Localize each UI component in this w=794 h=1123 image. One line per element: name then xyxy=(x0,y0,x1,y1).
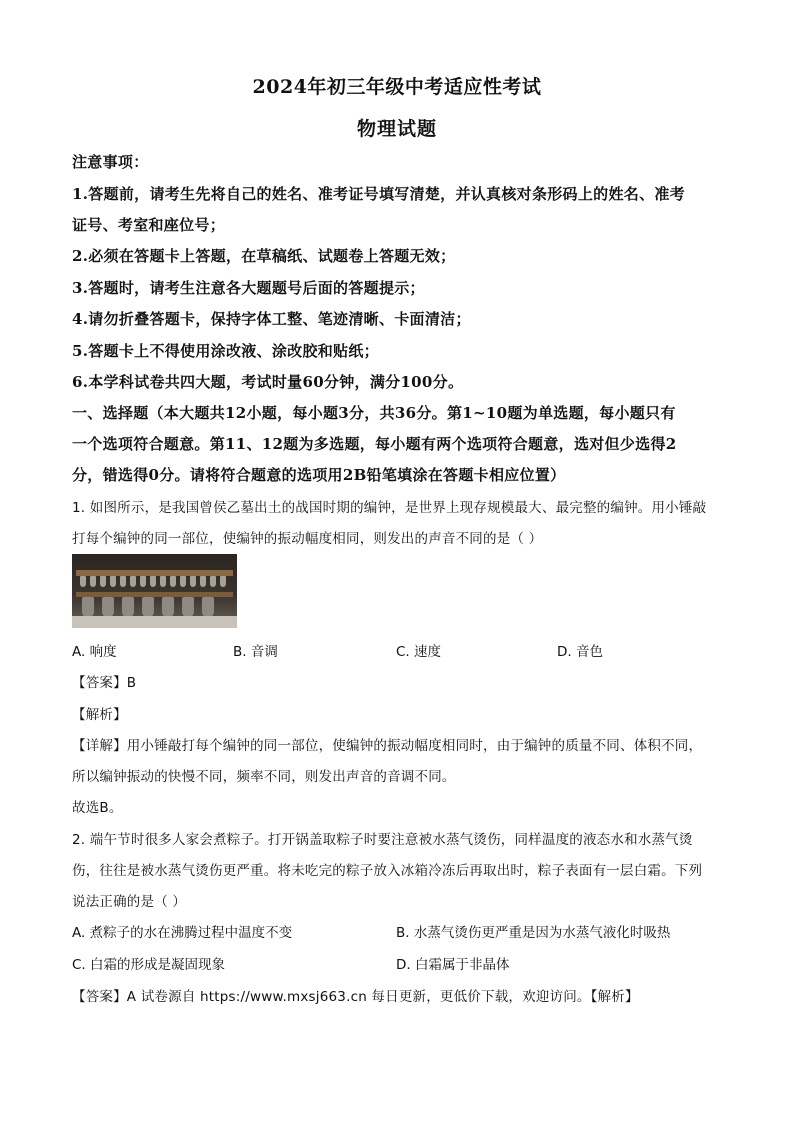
notes-item: 证号、考室和座位号； xyxy=(72,216,226,234)
notes-item: 6.本学科试卷共四大题，考试时量60分钟，满分100分。 xyxy=(72,373,464,391)
question-2-stem: 说法正确的是（ ） xyxy=(72,894,187,910)
detail-text: 【详解】用小锤敲打每个编钟的同一部位，使编钟的振动幅度相同时，由于编钟的质量不同、体积不同， xyxy=(72,738,703,754)
conclusion-text: 故选B。 xyxy=(72,800,123,816)
notes-item: 5.答题卡上不得使用涂改液、涂改胶和贴纸； xyxy=(72,342,379,360)
option-b: B. 水蒸气烫伤更严重是因为水蒸气液化时吸热 xyxy=(396,925,671,941)
exam-subtitle: 物理试题 xyxy=(356,118,437,140)
section-heading: 一、选择题（本大题共12小题，每小题3分，共36分。第1~10题为单选题，每小题只有 xyxy=(72,404,676,422)
answer-label: 【答案】B xyxy=(72,675,137,691)
notes-item: 2.必须在答题卡上答题，在草稿纸、试题卷上答题无效； xyxy=(72,247,456,265)
answer-line: 【答案】A 试卷源自 https://www.mxsj663.cn 每日更新，更低价下载，欢迎访问。【解析】 xyxy=(72,989,639,1005)
chime-bells-image xyxy=(72,554,237,628)
notes-item: 3.答题时，请考生注意各大题题号后面的答题提示； xyxy=(72,279,425,297)
exam-title: 2024年初三年级中考适应性考试 xyxy=(252,76,542,98)
option-b: B. 音调 xyxy=(233,644,278,660)
option-d: D. 音色 xyxy=(557,644,603,660)
question-1-stem: 1. 如图所示，是我国曾侯乙墓出土的战国时期的编钟，是世界上现存规模最大、最完整的编钟。用小锤敲 xyxy=(72,500,707,516)
analysis-label: 【解析】 xyxy=(72,707,127,723)
option-a: A. 响度 xyxy=(72,644,117,660)
question-2-stem: 伤，往往是被水蒸气烫伤更严重。将未吃完的粽子放入冰箱冷冻后再取出时，粽子表面有一层白霜。下列 xyxy=(72,863,703,879)
notes-heading: 注意事项： xyxy=(72,153,149,171)
detail-text: 所以编钟振动的快慢不同，频率不同，则发出声音的音调不同。 xyxy=(72,769,456,785)
notes-item: 4.请勿折叠答题卡，保持字体工整、笔迹清晰、卡面清洁； xyxy=(72,310,471,328)
question-1-stem: 打每个编钟的同一部位，使编钟的振动幅度相同，则发出的声音不同的是（ ） xyxy=(72,531,543,547)
option-a: A. 煮粽子的水在沸腾过程中温度不变 xyxy=(72,925,293,941)
section-heading: 一个选项符合题意。第11、12题为多选题，每小题有两个选项符合题意，选对但少选得2 xyxy=(72,435,677,453)
option-c: C. 速度 xyxy=(396,644,442,660)
notes-item: 1.答题前，请考生先将自己的姓名、准考证号填写清楚，并认真核对条形码上的姓名、准考 xyxy=(72,185,685,203)
question-2-stem: 2. 端午节时很多人家会煮粽子。打开锅盖取粽子时要注意被水蒸气烫伤，同样温度的液态水和水蒸气烫 xyxy=(72,832,693,848)
option-c: C. 白霜的形成是凝固现象 xyxy=(72,957,226,973)
section-heading: 分，错选得0分。请将符合题意的选项用2B铅笔填涂在答题卡相应位置） xyxy=(72,466,566,484)
option-d: D. 白霜属于非晶体 xyxy=(396,957,510,973)
